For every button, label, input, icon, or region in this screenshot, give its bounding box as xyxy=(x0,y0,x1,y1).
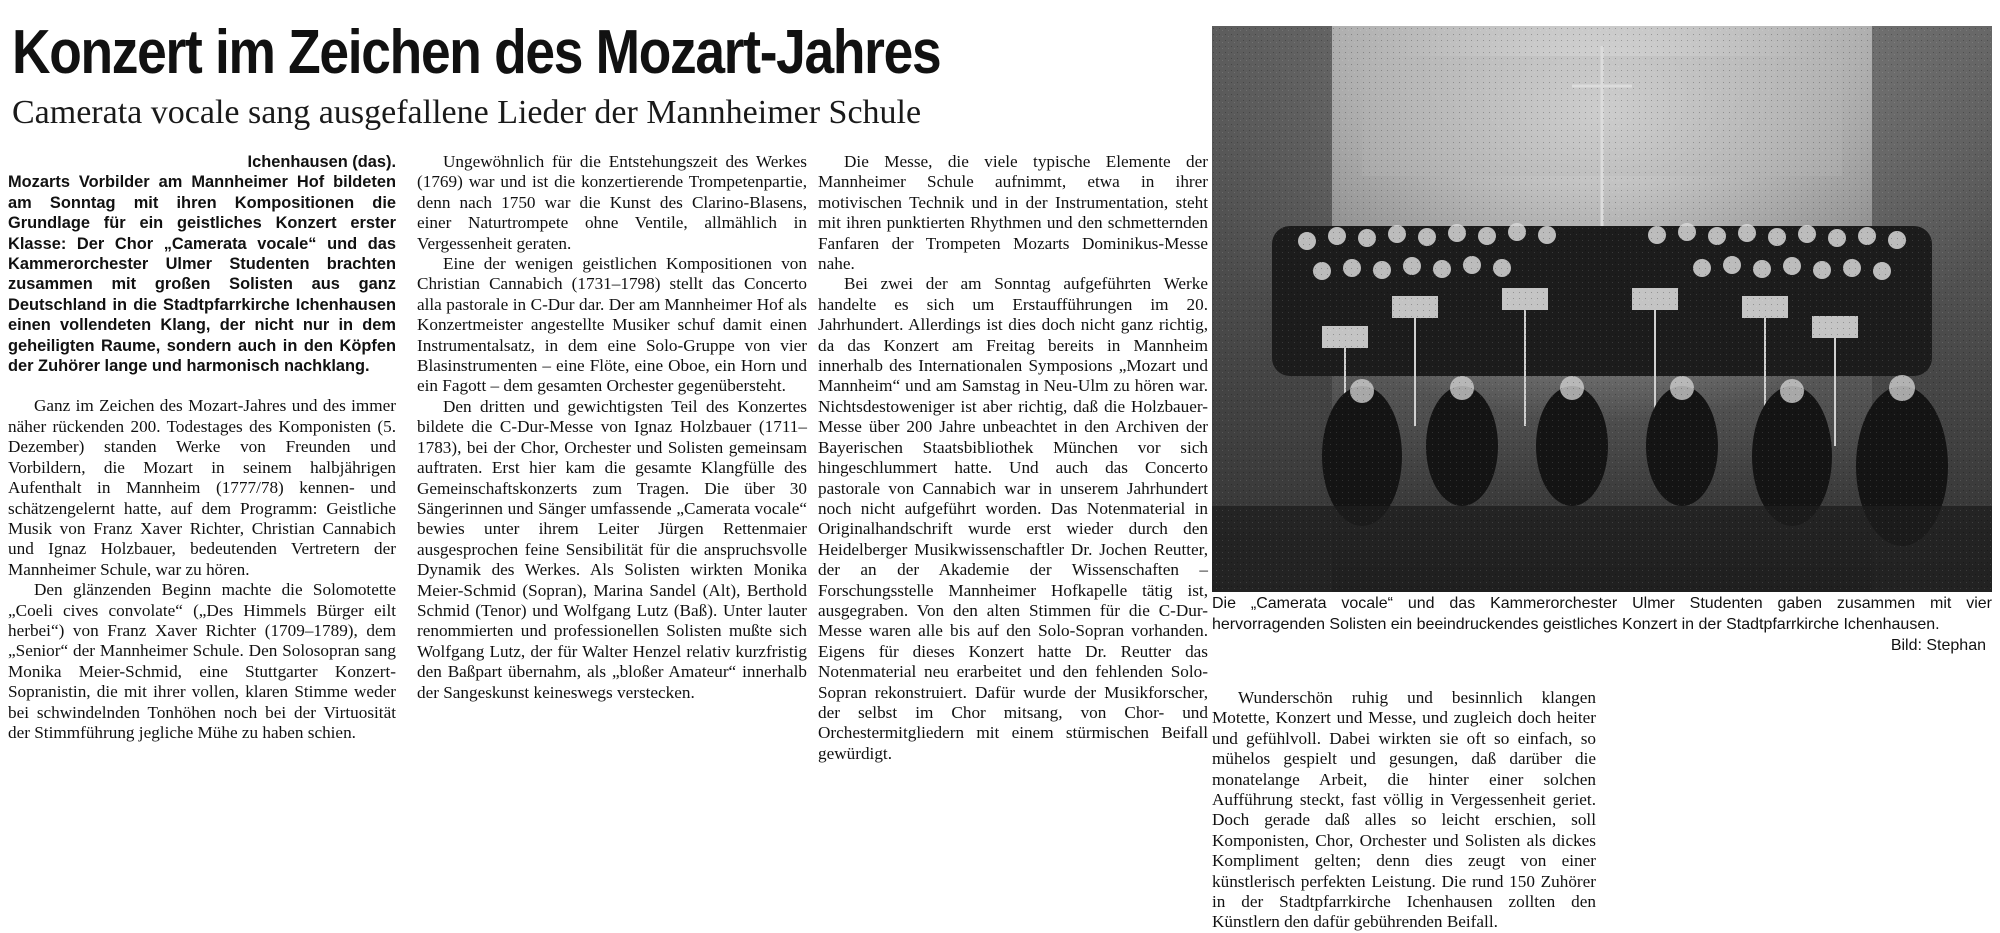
body-paragraph: Ganz im Zeichen des Mozart-Jahres und des immer näher rückenden 200. Todestages des Komponisten (5. Dezember) standen Werke von Freunden und Vorbildern, die Mozart in seinem halbjährigen Aufenthalt in Mannheim (1777/78) kennen- und schätzengelernt hatte, auf dem Programm: Geistliche Musik von Franz Xaver Richter, Christian Cannabich und Ignaz Holzbauer, bedeutenden Vertretern der Mannheimer Schule, war zu hören. xyxy=(8,396,396,579)
body-paragraph: Den dritten und gewichtigsten Teil des Konzertes bildete die C-Dur-Messe von Ignaz Holzbauer (1711–1783), bei der Chor, Orchester und Solisten gemeinsam auftraten. Erst hier kam die gesamte Klangfülle des Gemeinschaftskonzerts zum Tragen. Die über 30 Sängerinnen und Sänger umfassende „Camerata vocale“ bewies unter ihrem Leiter Jürgen Rettenmaier ausgesprochen feine Sensibilität für die anspruchsvolle Dynamik des Werkes. Als Solisten wirkten Monika Meier-Schmid (Sopran), Marina Sandel (Alt), Berthold Schmid (Tenor) und Wolfgang Lutz (Baß). Unter lauter renommierten und professionellen Solisten mußte sich Wolfgang Lutz, der für Walter Henzel relativ kurzfristig den Baßpart übernahm, als „bloßer Amateur“ innerhalb der Sangeskunst keineswegs verstecken. xyxy=(417,396,807,702)
subheadline: Camerata vocale sang ausgefallene Lieder der Mannheimer Schule xyxy=(12,94,922,131)
lead-paragraph xyxy=(8,152,396,376)
photo-credit: Bild: Stephan xyxy=(1890,637,1986,654)
body-paragraph: Ungewöhnlich für die Entstehungszeit des Werkes (1769) war und ist die konzertierende Trompetenpartie, denn nach 1750 war die Kunst des Clarino-Blasens, einer Naturtrompete ohne Ventile, allmählich in Vergessenheit geraten. xyxy=(417,152,807,253)
article-column-2 xyxy=(417,152,807,703)
concert-photo-illustration xyxy=(1212,26,1992,592)
body-paragraph: Den glänzenden Beginn machte die Solomotette „Coeli cives convolate“ („Des Himmels Bürger eilt herbei“) von Franz Xaver Richter (1709–1789), dem „Senior“ der Mannheimer Schule. Den Solosopran sang Monika Meier-Schmid, eine Stuttgarter Konzert-Sopranistin, die mit ihrer vollen, klaren Stimme weder bei schwindelnden Tonhöhen noch bei der Virtuosität der Stimmführung jegliche Mühe zu haben schien. xyxy=(8,580,396,742)
body-paragraph: Bei zwei der am Sonntag aufgeführten Werke handelte es sich um Erstaufführungen im 20. Jahrhundert. Allerdings ist dies doch nicht ganz richtig, da das Konzert am Freitag bereits in Mannheim innerhalb des Internationalen Symposions „Mozart und Mannheim“ und am Samstag in Neu-Ulm zu hören war. Nichtsdestoweniger ist aber richtig, daß die Holzbauer-Messe über 200 Jahre unbeachtet in den Archiven der Bayerischen Staatsbibliothek München vor sich hingeschlummert hatte. Und auch das Concerto pastorale von Cannabich war in unserem Jahrhundert noch nicht aufgeführt worden. Das Notenmaterial in Originalhandschrift wurde erst wieder durch den Heidelberger Musikwissenschaftler Dr. Jochen Reutter, der an der Akademie der Wissenschaften – Forschungsstelle Mannheimer Hofkapelle tätig ist, ausgegraben. Von den alten Stimmen für die C-Dur-Messe waren alle bis auf den Solo-Sopran vorhanden. Eigens für dieses Konzert hatte Dr. Reutter das Notenmaterial neu erarbeitet und den fehlenden Solo-Sopran rekonstruiert. Dafür wurde der Musikforscher, der selbst im Chor mitsang, von Chor- und Orchestermitgliedern mit einem stürmischen Beifall gewürdigt. xyxy=(818,274,1208,763)
body-paragraph: Wunderschön ruhig und besinnlich klangen Motette, Konzert und Messe, und zugleich doch heiter und gefühlvoll. Dabei wirkten sie oft so einfach, so mühelos gespielt und gesungen, daß darüber die monatelange Arbeit, die hinter einer solchen Aufführung steckt, fast völlig in Vergessenheit geriet. Doch gerade daß alles so leicht erschien, soll Komponisten, Chor, Orchester und Solisten als dickes Kompliment gelten; denn dies zeugt von einer künstlerisch perfekten Leistung. Die rund 150 Zuhörer in der Stadtpfarrkirche Ichenhausen zollten den Künstlern den dafür gebührenden Beifall. xyxy=(1212,688,1596,932)
lead-text: Mozarts Vorbilder am Mannheimer Hof bildeten am Sonntag mit ihren Kompositionen die Grundlage für ein geistliches Konzert erster Klasse: Der Chor „Camerata vocale“ und das Kammerorchester Ulmer Studenten brachten zusammen mit großen Solisten aus ganz Deutschland in die Stadtpfarrkirche Ichenhausen einen vollendeten Klang, der nicht nur in dem geheiligten Raume, sondern auch in den Köpfen der Zuhörer lange und harmonisch nachklang. xyxy=(8,173,396,376)
body-paragraph: Eine der wenigen geistlichen Kompositionen von Christian Cannabich (1731–1798) stellt das Concerto alla pastorale in C-Dur dar. Der am Mannheimer Hof als Konzertmeister angestellte Musiker schuf damit einen Instrumentalsatz, in dem eine Solo-Gruppe von vier Blasinstrumenten – eine Flöte, eine Oboe, ein Horn und ein Fagott – dem gesamten Orchester gegenübersteht. xyxy=(417,254,807,396)
concert-photo xyxy=(1212,26,1992,592)
headline: Konzert im Zeichen des Mozart-Jahres xyxy=(12,18,941,87)
body-paragraph: Die Messe, die viele typische Elemente der Mannheimer Schule aufnimmt, etwa in ihrer motivischen Technik und in der Instrumentation, steht mit ihren punktierten Rhythmen und den schmetternden Fanfaren der Trompeten Mozarts Dominikus-Messe nahe. xyxy=(818,152,1208,274)
dateline: Ichenhausen (das). xyxy=(247,153,396,171)
article-column-1 xyxy=(8,152,396,743)
article-column-4 xyxy=(1212,688,1596,933)
article-column-3 xyxy=(818,152,1208,764)
photo-caption: Die „Camerata vocale“ und das Kammerorchester Ulmer Studenten gaben zusammen mit vier hervorragenden Solisten ein beeindruckendes geistliches Konzert in der Stadtpfarrkirche Ichenhausen. xyxy=(1212,595,1992,633)
